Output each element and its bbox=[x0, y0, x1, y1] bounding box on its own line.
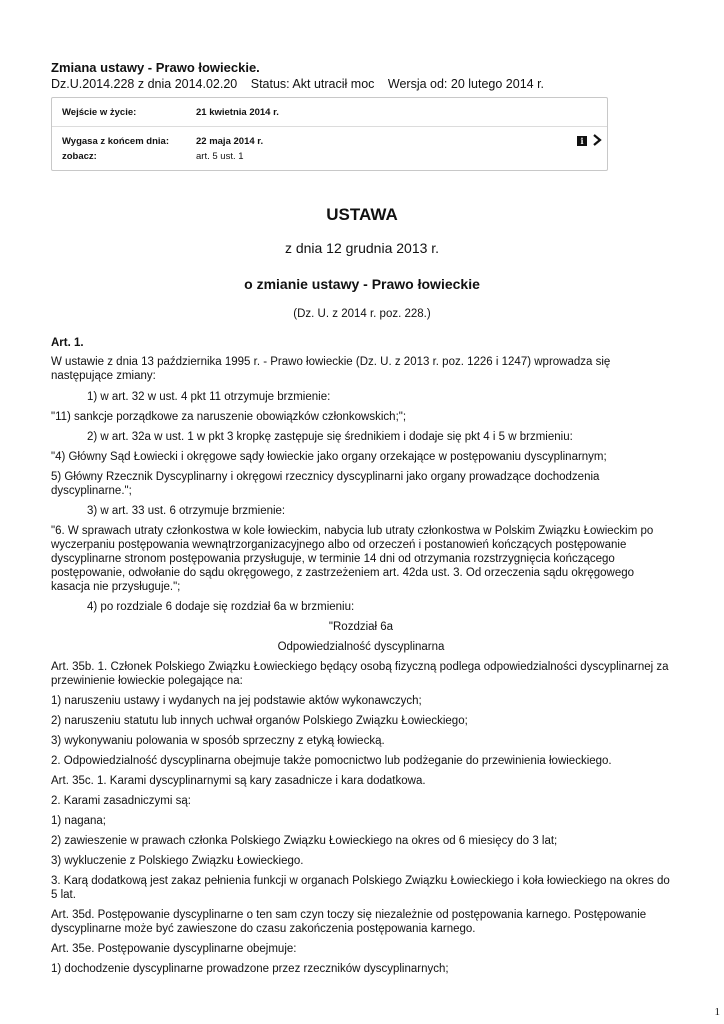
validity-info-box bbox=[51, 97, 608, 171]
act-version: Wersja od: 20 lutego 2014 r. bbox=[387, 77, 545, 91]
expires-label: Wygasa z końcem dnia: bbox=[62, 136, 169, 147]
act-status: Status: Akt utracił moc bbox=[250, 77, 375, 91]
paragraph: Art. 35c. 1. Karami dyscyplinarnymi są kary zasadnicze i kara dodatkowa. bbox=[51, 775, 426, 787]
effective-value: 21 kwietnia 2014 r. bbox=[196, 107, 279, 118]
act-meta bbox=[51, 77, 554, 91]
paragraph: 2) zawieszenie w prawach członka Polskiego Związku Łowieckiego na okres od 6 miesięcy do 3 lat; bbox=[51, 835, 558, 847]
paragraph: 4) po rozdziale 6 dodaje się rozdział 6a w brzmieniu: bbox=[87, 601, 355, 613]
paragraph: 1) w art. 32 w ust. 4 pkt 11 otrzymuje brzmienie: bbox=[87, 391, 331, 403]
chapter-title: Odpowiedzialność dyscyplinarna bbox=[277, 641, 445, 653]
see-label: zobacz: bbox=[62, 151, 97, 162]
article-heading: Art. 1. bbox=[51, 337, 84, 349]
paragraph: 1) dochodzenie dyscyplinarne prowadzone przez rzeczników dyscyplinarnych; bbox=[51, 963, 449, 975]
chevron-right-icon[interactable] bbox=[590, 133, 604, 147]
expires-value: 22 maja 2014 r. bbox=[196, 136, 264, 147]
page-number: 1 bbox=[714, 1006, 720, 1018]
see-link[interactable]: art. 5 ust. 1 bbox=[196, 151, 244, 162]
chapter-number: "Rozdział 6a bbox=[328, 621, 394, 633]
document-date: z dnia 12 grudnia 2013 r. bbox=[284, 240, 440, 256]
document-title: USTAWA bbox=[326, 205, 398, 224]
paragraph: Art. 35b. 1. Członek Polskiego Związku Łowieckiego będący osobą fizyczną podlega odpowiedzialności dyscyplinarnej za przewinienie łowieckie polegające na: bbox=[51, 661, 669, 687]
paragraph: 3. Karą dodatkową jest zakaz pełnienia funkcji w organach Polskiego Związku Łowieckiego i koła łowieckiego na okres do 5 lat. bbox=[51, 875, 670, 901]
paragraph: Art. 35e. Postępowanie dyscyplinarne obejmuje: bbox=[51, 943, 297, 955]
paragraph: 3) w art. 33 ust. 6 otrzymuje brzmienie: bbox=[87, 505, 286, 517]
effective-label: Wejście w życie: bbox=[62, 107, 137, 118]
act-title: Zmiana ustawy - Prawo łowieckie. bbox=[51, 60, 260, 75]
paragraph: "11) sankcje porządkowe za naruszenie obowiązków członkowskich;"; bbox=[51, 411, 407, 423]
info-divider bbox=[52, 126, 607, 127]
paragraph: 3) wykonywaniu polowania w sposób sprzeczny z etyką łowiecką. bbox=[51, 735, 385, 747]
document-publication: (Dz. U. z 2014 r. poz. 228.) bbox=[293, 308, 431, 320]
info-icon[interactable]: i bbox=[577, 136, 587, 146]
paragraph: 2. Odpowiedzialność dyscyplinarna obejmuje także pomocnictwo lub podżeganie do przewinienia łowieckiego. bbox=[51, 755, 612, 767]
document-subject: o zmianie ustawy - Prawo łowieckie bbox=[244, 276, 480, 292]
paragraph: Art. 35d. Postępowanie dyscyplinarne o ten sam czyn toczy się niezależnie od postępowania karnego. Postępowanie dyscyplinarne może być zawieszone do czasu zakończenia postępowania karnego. bbox=[51, 909, 647, 935]
article-body bbox=[51, 355, 671, 982]
paragraph: 2) w art. 32a w ust. 1 w pkt 3 kropkę zastępuje się średnikiem i dodaje się pkt 4 i 5 w brzmieniu: bbox=[87, 431, 573, 443]
paragraph: "6. W sprawach utraty członkostwa w kole łowieckim, nabycia lub utraty członkostwa w Polskim Związku Łowieckim po wyczerpaniu postępowania wewnątrzorganizacyjnego albo od orzeczeń i postanowień kończących postępowanie dyscyplinarne stronom postępowania przysługuje, w terminie 14 dni od otrzymania rozstrzygnięcia kończącego postępowanie, odwołanie do sądu okręgowego, z zastrzeżeniem art. 42da ust. 3. Od orzeczenia sądu okręgowego kasacja nie przysługuje."; bbox=[51, 525, 654, 593]
paragraph: 3) wykluczenie z Polskiego Związku Łowieckiego. bbox=[51, 855, 304, 867]
paragraph: 1) naruszeniu ustawy i wydanych na jej podstawie aktów wykonawczych; bbox=[51, 695, 422, 707]
paragraph: W ustawie z dnia 13 października 1995 r. - Prawo łowieckie (Dz. U. z 2013 r. poz. 1226 i 1247) wprowadza się następujące zmiany: bbox=[51, 356, 611, 382]
paragraph: 5) Główny Rzecznik Dyscyplinarny i okręgowi rzecznicy dyscyplinarni jako organy prowadzące dochodzenia dyscyplinarne."; bbox=[51, 471, 600, 497]
act-reference: Dz.U.2014.228 z dnia 2014.02.20 bbox=[51, 77, 238, 91]
paragraph: 2) naruszeniu statutu lub innych uchwał organów Polskiego Związku Łowieckiego; bbox=[51, 715, 468, 727]
paragraph: 1) nagana; bbox=[51, 815, 106, 827]
paragraph: "4) Główny Sąd Łowiecki i okręgowe sądy łowieckie jako organy orzekające w postępowaniu dyscyplinarnym; bbox=[51, 451, 607, 463]
paragraph: 2. Karami zasadniczymi są: bbox=[51, 795, 191, 807]
